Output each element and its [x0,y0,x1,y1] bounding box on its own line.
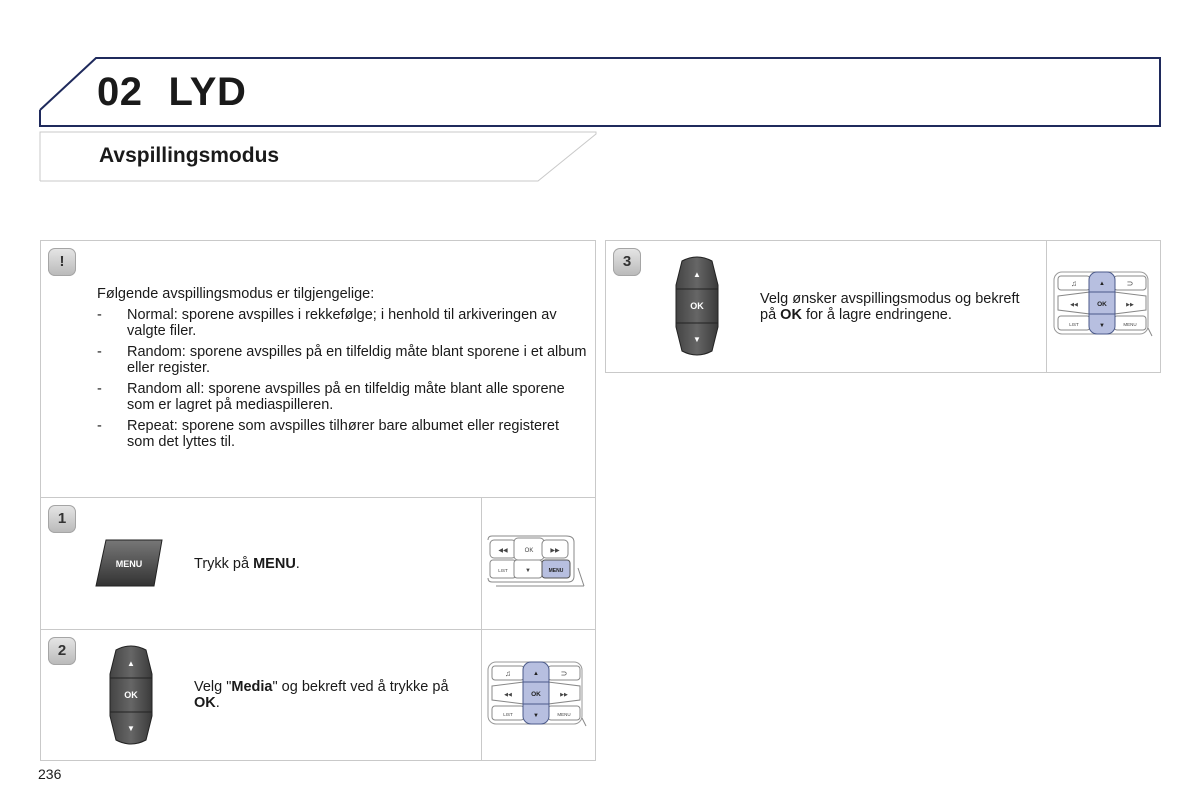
menu-label: MENU [1123,322,1137,327]
divider [481,630,482,760]
down-label: ▼ [525,568,531,574]
ok-rocker-illustration [672,255,722,357]
list-item: - Random all: sporene avspilles på en tilfeldig måte blant alle sporene som er lagret på mediaspilleren. [97,381,587,413]
step-2-text-bold2: OK [194,695,216,711]
menu-label: MENU [548,568,564,574]
step-1-badge: 1 [48,505,76,533]
control-pad-ok-illustration [1052,270,1156,340]
step-3-text-bold: OK [780,307,802,323]
step-1-text [194,556,464,572]
down-label: ▼ [693,335,701,344]
down-label: ▼ [533,713,539,719]
chapter-title [97,70,246,115]
menu-button-illustration [94,538,164,588]
control-pad-menu-illustration [484,528,592,590]
step-2-text-c: . [215,695,220,711]
next-label: ▶▶ [560,692,568,698]
prev-label: ◀◀ [1070,302,1078,308]
ok-label: OK [690,301,704,311]
prev-label: ◀◀ [498,548,508,554]
step-1-text-a: Trykk på [194,556,254,572]
chapter-name: LYD [168,70,247,114]
up-label: ▲ [693,270,701,279]
list-item: - Random: sporene avspilles på en tilfeldig måte blant sporene i et album eller register. [97,344,587,376]
warning-badge: ! [48,248,76,276]
warning-list [97,307,587,450]
section-title: Avspillingsmodus [99,144,280,167]
step-1-text-b: . [295,556,300,572]
step-2-text-a: Velg " [194,679,232,695]
ok-label: OK [524,548,534,554]
step-1-text-bold: MENU [253,556,296,572]
back-icon: ⊃ [1126,279,1134,288]
note-icon: ♫ [505,669,511,678]
up-label: ▲ [533,671,539,677]
down-label: ▼ [127,724,135,733]
menu-button-label: MENU [115,559,143,569]
ok-rocker-illustration [106,644,156,746]
step-3-text [760,291,1035,323]
up-label: ▲ [1099,281,1105,287]
step-2-badge: 2 [48,637,76,665]
chapter-number: 02 [97,70,143,114]
list-item: - Normal: sporene avspilles i rekkefølge; i henhold til arkiveringen av valgte filer. [97,307,587,339]
step-3-text-b: for å lagre endringene. [801,307,952,323]
down-label: ▼ [1099,323,1105,329]
list-label: LIST [1069,322,1079,327]
divider [1046,241,1047,372]
ok-label: OK [531,691,541,698]
page-number: 236 [38,766,62,782]
step-2-text [194,679,464,711]
step-2-text-bold: Media [231,679,273,695]
warning-intro: Følgende avspillingsmodus er tilgjengelige: [97,286,375,302]
menu-label: MENU [557,712,571,717]
prev-label: ◀◀ [504,692,512,698]
warning-text [97,286,587,450]
list-label: LIST [498,568,508,573]
ok-label: OK [1097,301,1107,308]
note-icon: ♫ [1071,279,1077,288]
step-2-text-b: " og bekreft ved å trykke på [272,679,449,695]
list-label: LIST [503,712,513,717]
step-3-text-a: Velg ønsker avspillingsmodus og bekreft på [760,291,1020,323]
divider [481,498,482,629]
back-icon: ⊃ [560,669,568,678]
control-pad-ok-illustration [486,660,590,730]
next-label: ▶▶ [1126,302,1134,308]
up-label: ▲ [127,659,135,668]
step-3-badge: 3 [613,248,641,276]
next-label: ▶▶ [550,548,560,554]
ok-label: OK [124,690,138,700]
list-item: - Repeat: sporene som avspilles tilhører bare albumet eller registeret som det lyttes til. [97,418,587,450]
